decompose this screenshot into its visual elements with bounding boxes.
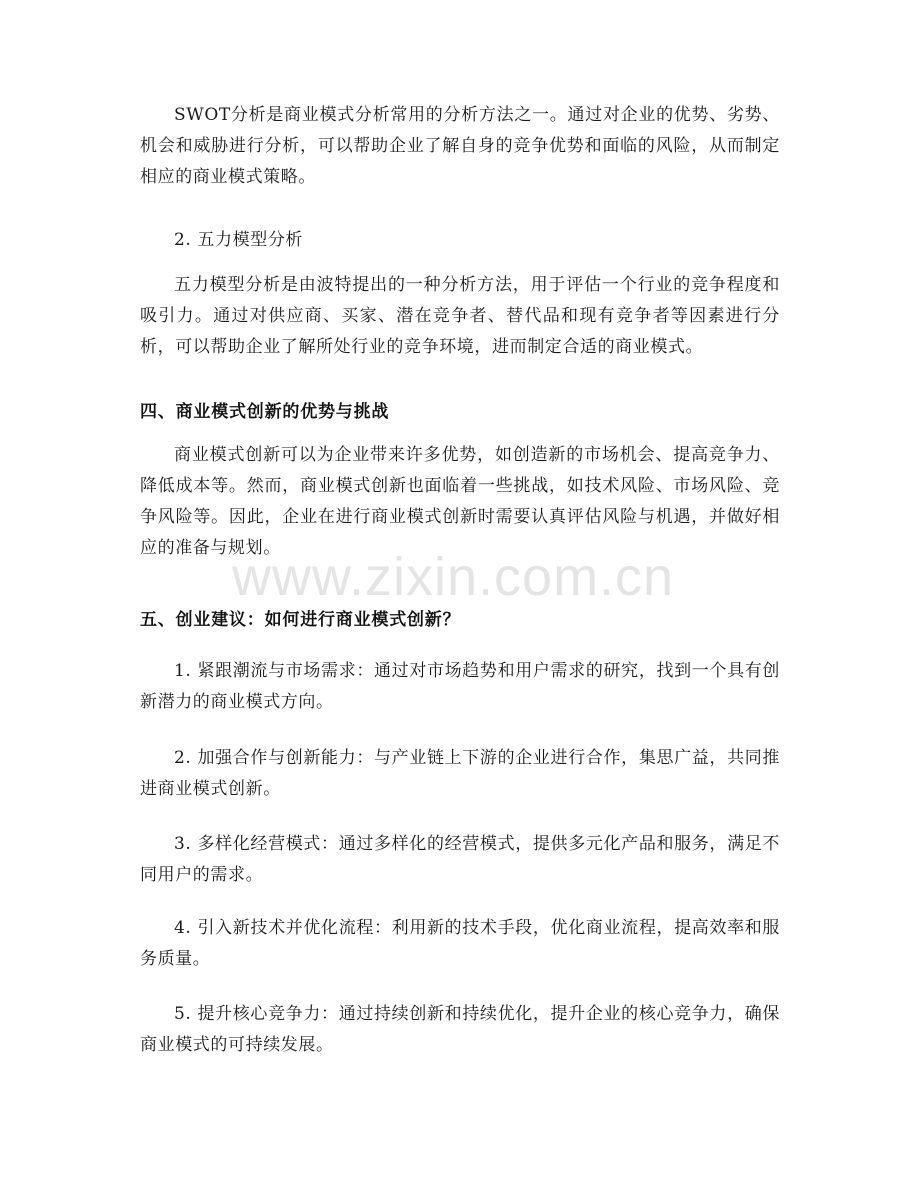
section4-paragraph: 商业模式创新可以为企业带来许多优势，如创造新的市场机会、提高竞争力、降低成本等。然而，商业模式创新也面临着一些挑战，如技术风险、市场风险、竞争风险等。因此，企业在进行商业模式创新时需要认真评估风险与机遇，并做好相应的准备与规划。 [140,445,780,558]
tip-item-2: 2. 加强合作与创新能力：与产业链上下游的企业进行合作，集思广益，共同推进商业模式创新。 [140,748,780,799]
section5-heading: 五、创业建议：如何进行商业模式创新？ [140,610,461,630]
tip-item-5: 5. 提升核心竞争力：通过持续创新和持续优化，提升企业的核心竞争力，确保商业模式的可持续发展。 [140,1004,780,1055]
tip-item-1: 1. 紧跟潮流与市场需求：通过对市场趋势和用户需求的研究，找到一个具有创新潜力的商业模式方向。 [140,661,780,712]
watermark-text: www.zixin.com.cn [232,547,675,607]
five-forces-subheading: 2. 五力模型分析 [174,230,304,250]
five-forces-paragraph: 五力模型分析是由波特提出的一种分析方法，用于评估一个行业的竞争程度和吸引力。通过对供应商、买家、潜在竞争者、替代品和现有竞争者等因素进行分析，可以帮助企业了解所处行业的竞争环境，进而制定合适的商业模式。 [140,275,780,357]
swot-paragraph: SWOT分析是商业模式分析常用的分析方法之一。通过对企业的优势、劣势、机会和威胁进行分析，可以帮助企业了解自身的竞争优势和面临的风险，从而制定相应的商业模式策略。 [140,105,780,187]
section4-heading: 四、商业模式创新的优势与挑战 [140,402,390,422]
tip-item-3: 3. 多样化经营模式：通过多样化的经营模式，提供多元化产品和服务，满足不同用户的需求。 [140,834,780,885]
tip-item-4: 4. 引入新技术并优化流程：利用新的技术手段，优化商业流程，提高效率和服务质量。 [140,918,780,969]
